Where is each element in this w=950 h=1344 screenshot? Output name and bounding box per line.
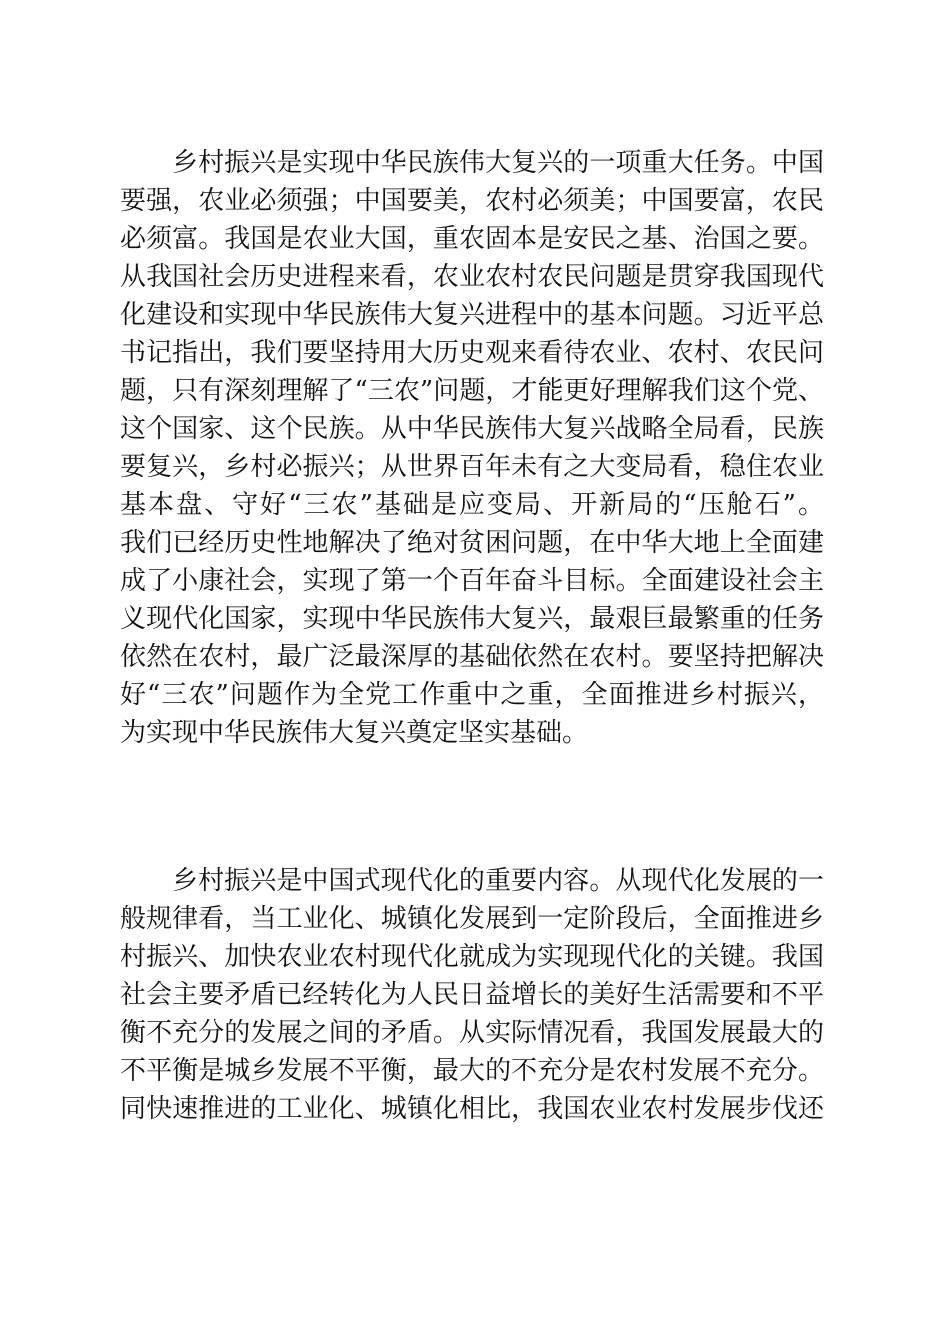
text-line: 乡村振兴是实现中华民族伟大复兴的一项重大任务。中国 bbox=[172, 148, 824, 178]
text-line: 要强，农业必须强；中国要美，农村必须美；中国要富，农民 bbox=[120, 186, 824, 216]
paragraph-1 bbox=[120, 144, 824, 752]
text-line: 化建设和实现中华民族伟大复兴进程中的基本问题。习近平总 bbox=[120, 300, 824, 330]
text-line: 社会主要矛盾已经转化为人民日益增长的美好生活需要和不平 bbox=[120, 980, 824, 1010]
text-line: 乡村振兴是中国式现代化的重要内容。从现代化发展的一 bbox=[172, 866, 824, 896]
text-line: 义现代化国家，实现中华民族伟大复兴，最艰巨最繁重的任务 bbox=[120, 604, 824, 634]
paragraph-2 bbox=[120, 862, 824, 1128]
text-line: 依然在农村，最广泛最深厚的基础依然在农村。要坚持把解决 bbox=[120, 642, 824, 672]
text-line: 必须富。我国是农业大国，重农固本是安民之基、治国之要。 bbox=[120, 224, 824, 254]
text-line: 我们已经历史性地解决了绝对贫困问题，在中华大地上全面建 bbox=[120, 528, 824, 558]
text-line: 同快速推进的工业化、城镇化相比，我国农业农村发展步伐还 bbox=[120, 1094, 824, 1124]
text-line: 好“三农”问题作为全党工作重中之重，全面推进乡村振兴， bbox=[120, 680, 824, 710]
text-line: 基本盘、守好“三农”基础是应变局、开新局的“压舱石”。 bbox=[120, 490, 824, 520]
text-line: 从我国社会历史进程来看，农业农村农民问题是贯穿我国现代 bbox=[120, 262, 824, 292]
text-line: 题，只有深刻理解了“三农”问题，才能更好理解我们这个党、 bbox=[120, 376, 824, 406]
text-line: 为实现中华民族伟大复兴奠定坚实基础。 bbox=[120, 718, 589, 748]
text-line: 要复兴，乡村必振兴；从世界百年未有之大变局看，稳住农业 bbox=[120, 452, 824, 482]
text-line: 不平衡是城乡发展不平衡，最大的不充分是农村发展不充分。 bbox=[120, 1056, 824, 1086]
text-line: 书记指出，我们要坚持用大历史观来看待农业、农村、农民问 bbox=[120, 338, 824, 368]
text-line: 成了小康社会，实现了第一个百年奋斗目标。全面建设社会主 bbox=[120, 566, 824, 596]
text-line: 这个国家、这个民族。从中华民族伟大复兴战略全局看，民族 bbox=[120, 414, 824, 444]
text-line: 般规律看，当工业化、城镇化发展到一定阶段后，全面推进乡 bbox=[120, 904, 824, 934]
text-line: 村振兴、加快农业农村现代化就成为实现现代化的关键。我国 bbox=[120, 942, 824, 972]
text-line: 衡不充分的发展之间的矛盾。从实际情况看，我国发展最大的 bbox=[120, 1018, 824, 1048]
